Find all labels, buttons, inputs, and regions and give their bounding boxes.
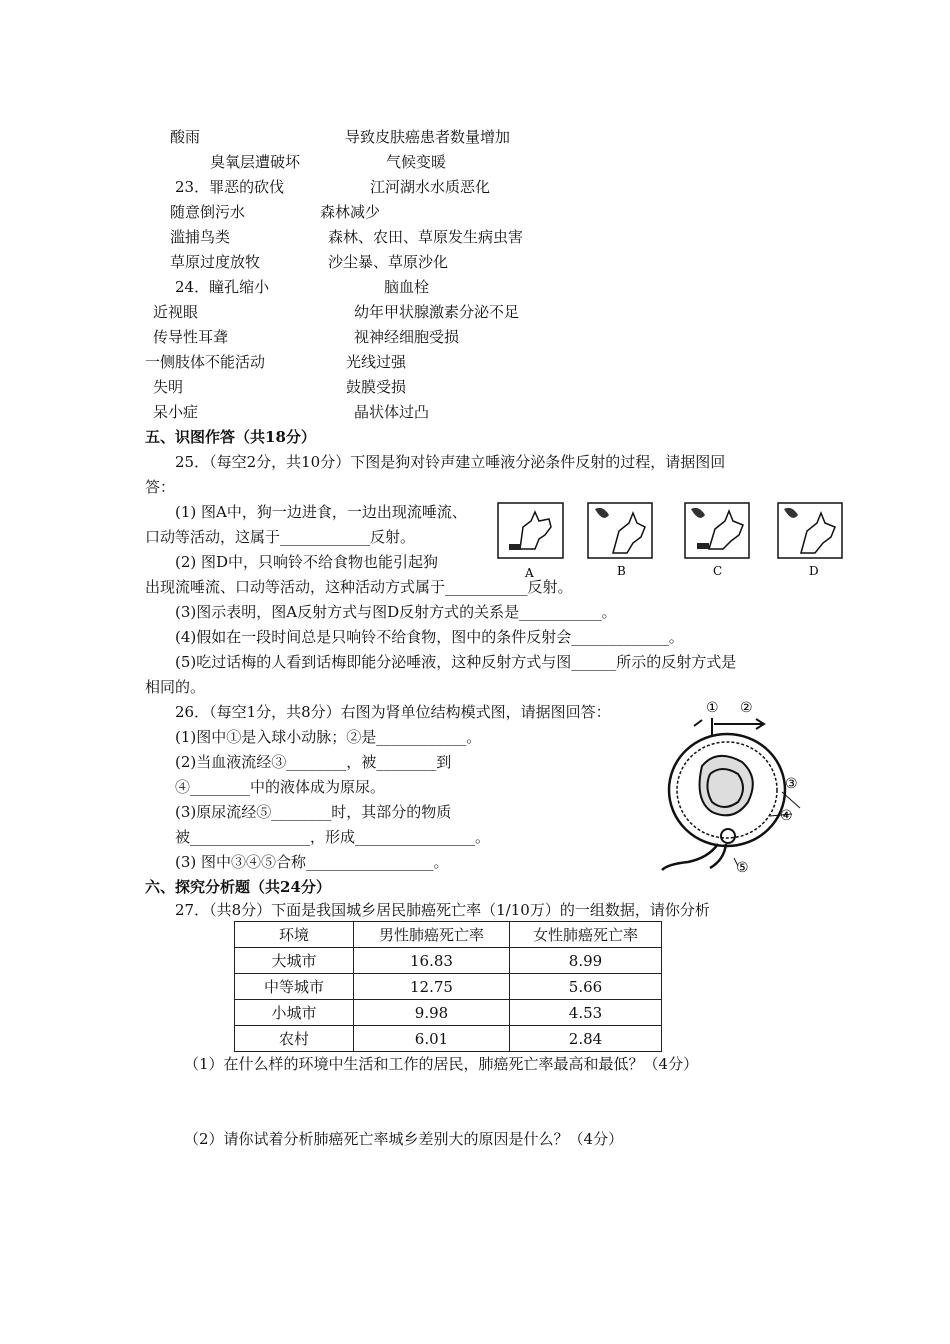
table-cell: 6.01 (354, 1026, 510, 1052)
q23-left-2: 草原过度放牧 (170, 253, 261, 271)
q27-question-2: （2）请你试着分析肺癌死亡率城乡差别大的原因是什么？（4分） (184, 1130, 624, 1148)
section6-title: 六、探究分析题（共24分） (145, 878, 331, 896)
q22-left-0: 酸雨 (170, 128, 201, 146)
q24-right-2: 视神经细胞受损 (354, 328, 460, 346)
lung-cancer-table (234, 921, 662, 1052)
q24-left-0: 近视眼 (153, 303, 199, 321)
q23-number: 23．罪恶的砍伐 (175, 178, 285, 196)
q24-left-4: 呆小症 (153, 403, 199, 421)
q22-right-1: 气候变暖 (386, 153, 447, 171)
dog-reflex-figure (495, 497, 865, 582)
q26-stem: 26．（每空1分，共8分）右图为肾单位结构模式图，请据图回答： (175, 703, 611, 721)
q24-right-4: 鼓膜受损 (346, 378, 407, 396)
table-cell: 5.66 (510, 974, 662, 1000)
table-cell: 大城市 (235, 948, 354, 974)
q23-left-1: 滥捕鸟类 (170, 228, 231, 246)
section5-title: 五、识图作答（共18分） (145, 428, 316, 446)
q25-stem-line1: 25．（每空2分，共10分）下图是狗对铃声建立唾液分泌条件反射的过程，请据图回 (175, 453, 726, 471)
q23-right-1: 森林减少 (320, 203, 381, 221)
table-cell: 小城市 (235, 1000, 354, 1026)
q25-p4: (4)假如在一段时间总是只响铃不给食物，图中的条件反射会_____________。 (175, 628, 684, 646)
nephron-label-1: ① (706, 700, 719, 716)
dog-panel-c (685, 503, 749, 558)
dog-label-c: C (713, 564, 723, 578)
table-header-row (235, 922, 662, 948)
q26-line5: 被________________，形成________________。 (175, 828, 491, 846)
q23-left-0: 随意倒污水 (170, 203, 246, 221)
dog-panel-d (778, 503, 842, 558)
nephron-label-2: ② (740, 700, 753, 716)
q23-right-2: 森林、农田、草原发生病虫害 (328, 228, 524, 246)
q22-left-1: 臭氧层遭破坏 (210, 153, 301, 171)
q24-number: 24．瞳孔缩小 (175, 278, 270, 296)
nephron-label-3: ③ (785, 776, 798, 792)
table-cell: 2.84 (510, 1026, 662, 1052)
dog-label-a: A (525, 566, 534, 580)
table-cell: 4.53 (510, 1000, 662, 1026)
table-cell: 中等城市 (235, 974, 354, 1000)
table-row (235, 1000, 662, 1026)
q24-right-5: 晶状体过凸 (354, 403, 430, 421)
q25-p1-line2: 口动等活动，这属于____________反射。 (145, 528, 416, 546)
nephron-label-4: ④ (780, 808, 793, 824)
q24-right-1: 幼年甲状腺激素分泌不足 (354, 303, 520, 321)
q26-line3: ④________中的液体成为原尿。 (175, 778, 386, 796)
q23-right-3: 沙尘暴、草原沙化 (328, 253, 449, 271)
q25-p5-line1: (5)吃过话梅的人看到话梅即能分泌唾液，这种反射方式与图______所示的反射方式是 (175, 653, 737, 671)
table-header-cell: 环境 (235, 922, 354, 948)
dog-panel-b (588, 503, 652, 558)
table-cell: 农村 (235, 1026, 354, 1052)
q23-right-0: 江河湖水水质恶化 (370, 178, 491, 196)
q26-line6: (3) 图中③④⑤合称_________________。 (175, 853, 449, 871)
q26-line2: (2)当血液流经③________，被________到 (175, 753, 452, 771)
q25-p2-line2: 出现流唾流、口动等活动，这种活动方式属于___________反射。 (145, 578, 573, 596)
q27-stem: 27．（共8分）下面是我国城乡居民肺癌死亡率（1/10万）的一组数据，请你分析 (175, 901, 710, 919)
table-header-cell: 女性肺癌死亡率 (510, 922, 662, 948)
q24-left-3: 失明 (153, 378, 184, 396)
q24-left-1: 传导性耳聋 (153, 328, 229, 346)
nephron-figure (652, 696, 802, 876)
table-cell: 8.99 (510, 948, 662, 974)
table-cell: 12.75 (354, 974, 510, 1000)
nephron-label-5: ⑤ (736, 860, 749, 876)
q27-question-1: （1）在什么样的环境中生活和工作的居民，肺癌死亡率最高和最低？（4分） (184, 1055, 699, 1073)
q25-p5-line2: 相同的。 (145, 678, 206, 696)
q22-right-0: 导致皮肤癌患者数量增加 (345, 128, 511, 146)
q24-left-2: 一侧肢体不能活动 (145, 353, 266, 371)
q26-line1: (1)图中①是入球小动脉；②是____________。 (175, 728, 482, 746)
q25-p1-line1: (1) 图A中，狗一边进食，一边出现流唾流、 (175, 503, 467, 521)
table-row (235, 948, 662, 974)
table-cell: 16.83 (354, 948, 510, 974)
q25-p3: (3)图示表明，图A反射方式与图D反射方式的关系是___________。 (175, 603, 617, 621)
q25-p2-line1: (2) 图D中，只响铃不给食物也能引起狗 (175, 553, 439, 571)
dog-label-b: B (617, 564, 626, 578)
table-header-cell: 男性肺癌死亡率 (354, 922, 510, 948)
table-cell: 9.98 (354, 1000, 510, 1026)
dog-panel-a (498, 503, 563, 558)
q25-stem-line2: 答： (145, 478, 176, 496)
q24-right-0: 脑血栓 (384, 278, 430, 296)
table-row (235, 974, 662, 1000)
q26-line4: (3)原尿流经⑤________时，其部分的物质 (175, 803, 452, 821)
q24-right-3: 光线过强 (346, 353, 407, 371)
table-row (235, 1026, 662, 1052)
dog-label-d: D (809, 564, 819, 578)
